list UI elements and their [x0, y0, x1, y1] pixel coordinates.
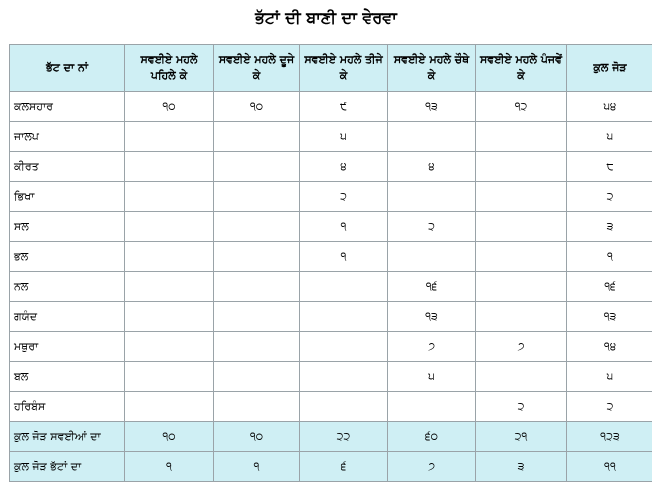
- cell-mahla-1: [125, 362, 214, 392]
- cell-mahla-2: [214, 182, 300, 212]
- table-row: [10, 122, 652, 152]
- table-row: [10, 182, 652, 212]
- page-title: ਭੱਟਾਂ ਦੀ ਬਾਣੀ ਦਾ ਵੇਰਵਾ: [255, 8, 397, 27]
- cell-mahla-3: ੨: [300, 182, 388, 212]
- cell-mahla-4: ੨: [388, 212, 476, 242]
- table-row: [10, 392, 652, 422]
- cell-bhatt-name: ਨਲ: [10, 272, 125, 302]
- cell-mahla-2: [214, 302, 300, 332]
- cell-total: ੫: [567, 122, 652, 152]
- cell-mahla-1: [125, 242, 214, 272]
- cell-mahla-2: [214, 272, 300, 302]
- cell-mahla-5: ੭: [476, 332, 567, 362]
- cell-mahla-1: ੧: [125, 452, 214, 482]
- cell-total: ੧੨੩: [567, 422, 652, 452]
- cell-bhatt-name: ਭਲ: [10, 242, 125, 272]
- cell-bhatt-name: ਬਲ: [10, 362, 125, 392]
- cell-total: ੨: [567, 392, 652, 422]
- cell-bhatt-name: ਜਾਲਪ: [10, 122, 125, 152]
- cell-mahla-2: ੧੦: [214, 422, 300, 452]
- header-bhatt-name: ਭੱਟ ਦਾ ਨਾਂ: [10, 45, 125, 92]
- cell-mahla-1: ੧੦: [125, 92, 214, 122]
- cell-total: ੫੪: [567, 92, 652, 122]
- cell-bhatt-name: ਕੁਲ ਜੋੜ ਸਵਈਆਂ ਦਾ: [10, 422, 125, 452]
- bani-table: [9, 44, 652, 482]
- cell-mahla-5: [476, 212, 567, 242]
- cell-total: ੧੬: [567, 272, 652, 302]
- cell-mahla-5: [476, 122, 567, 152]
- cell-mahla-4: ੭: [388, 452, 476, 482]
- header-mahla-2: ਸਵਈਏ ਮਹਲੇ ਦੂਜੇ ਕੇ: [214, 45, 300, 92]
- cell-mahla-4: [388, 242, 476, 272]
- header-row: [10, 45, 652, 92]
- table-row: [10, 212, 652, 242]
- cell-mahla-2: [214, 242, 300, 272]
- cell-bhatt-name: ਭਿਖਾ: [10, 182, 125, 212]
- cell-mahla-4: ੬੦: [388, 422, 476, 452]
- cell-mahla-3: [300, 362, 388, 392]
- cell-total: ੧: [567, 242, 652, 272]
- cell-mahla-5: [476, 362, 567, 392]
- cell-bhatt-name: ਮਥੁਰਾ: [10, 332, 125, 362]
- cell-mahla-2: [214, 332, 300, 362]
- cell-mahla-5: ੩: [476, 452, 567, 482]
- cell-mahla-2: [214, 362, 300, 392]
- cell-mahla-4: [388, 392, 476, 422]
- cell-mahla-5: [476, 182, 567, 212]
- cell-mahla-3: [300, 392, 388, 422]
- cell-mahla-3: [300, 302, 388, 332]
- cell-mahla-4: ੧੩: [388, 302, 476, 332]
- cell-mahla-5: [476, 152, 567, 182]
- header-mahla-1: ਸਵਈਏ ਮਹਲੇ ਪਹਿਲੇ ਕੇ: [125, 45, 214, 92]
- cell-mahla-1: [125, 152, 214, 182]
- cell-mahla-1: [125, 122, 214, 152]
- header-mahla-3: ਸਵਈਏ ਮਹਲੇ ਤੀਜੇ ਕੇ: [300, 45, 388, 92]
- cell-mahla-1: [125, 272, 214, 302]
- cell-bhatt-name: ਕੀਰਤ: [10, 152, 125, 182]
- cell-mahla-3: ੬: [300, 452, 388, 482]
- cell-total: ੮: [567, 152, 652, 182]
- cell-mahla-3: ੨੨: [300, 422, 388, 452]
- cell-mahla-3: [300, 272, 388, 302]
- cell-mahla-4: ੧੬: [388, 272, 476, 302]
- cell-mahla-2: ੧੦: [214, 92, 300, 122]
- cell-mahla-2: [214, 392, 300, 422]
- cell-mahla-4: ੧੩: [388, 92, 476, 122]
- table-row: [10, 362, 652, 392]
- cell-mahla-2: [214, 212, 300, 242]
- cell-mahla-5: [476, 242, 567, 272]
- table-row: [10, 92, 652, 122]
- cell-mahla-3: ੪: [300, 152, 388, 182]
- table-row: [10, 272, 652, 302]
- cell-mahla-5: [476, 302, 567, 332]
- cell-mahla-4: [388, 122, 476, 152]
- header-mahla-4: ਸਵਈਏ ਮਹਲੇ ਚੌਥੇ ਕੇ: [388, 45, 476, 92]
- total-row: [10, 422, 652, 452]
- table-row: [10, 242, 652, 272]
- cell-mahla-2: [214, 152, 300, 182]
- cell-total: ੧੪: [567, 332, 652, 362]
- cell-total: ੨: [567, 182, 652, 212]
- cell-mahla-1: [125, 332, 214, 362]
- total-row: [10, 452, 652, 482]
- cell-mahla-5: ੧੨: [476, 92, 567, 122]
- header-total: ਕੁਲ ਜੋੜ: [567, 45, 652, 92]
- cell-mahla-3: ੫: [300, 122, 388, 152]
- cell-mahla-5: [476, 272, 567, 302]
- cell-mahla-1: [125, 302, 214, 332]
- cell-mahla-4: ੪: [388, 152, 476, 182]
- cell-mahla-1: [125, 392, 214, 422]
- cell-mahla-4: ੭: [388, 332, 476, 362]
- cell-mahla-3: ੯: [300, 92, 388, 122]
- cell-mahla-5: ੨੧: [476, 422, 567, 452]
- cell-total: ੧੧: [567, 452, 652, 482]
- table-row: [10, 152, 652, 182]
- table-row: [10, 332, 652, 362]
- cell-mahla-1: ੧੦: [125, 422, 214, 452]
- cell-mahla-1: [125, 182, 214, 212]
- cell-total: ੫: [567, 362, 652, 392]
- cell-bhatt-name: ਗਯੰਦ: [10, 302, 125, 332]
- cell-mahla-4: ੫: [388, 362, 476, 392]
- cell-mahla-1: [125, 212, 214, 242]
- cell-mahla-5: ੨: [476, 392, 567, 422]
- cell-bhatt-name: ਕਲਸਹਾਰ: [10, 92, 125, 122]
- cell-total: ੧੩: [567, 302, 652, 332]
- cell-mahla-2: [214, 122, 300, 152]
- cell-bhatt-name: ਸਲ: [10, 212, 125, 242]
- cell-total: ੩: [567, 212, 652, 242]
- header-mahla-5: ਸਵਈਏ ਮਹਲੇ ਪੰਜਵੇਂ ਕੇ: [476, 45, 567, 92]
- cell-bhatt-name: ਕੁਲ ਜੋੜ ਭੱਟਾਂ ਦਾ: [10, 452, 125, 482]
- cell-mahla-3: ੧: [300, 242, 388, 272]
- cell-mahla-4: [388, 182, 476, 212]
- cell-mahla-3: [300, 332, 388, 362]
- cell-bhatt-name: ਹਰਿਬੰਸ: [10, 392, 125, 422]
- cell-mahla-3: ੧: [300, 212, 388, 242]
- cell-mahla-2: ੧: [214, 452, 300, 482]
- table-row: [10, 302, 652, 332]
